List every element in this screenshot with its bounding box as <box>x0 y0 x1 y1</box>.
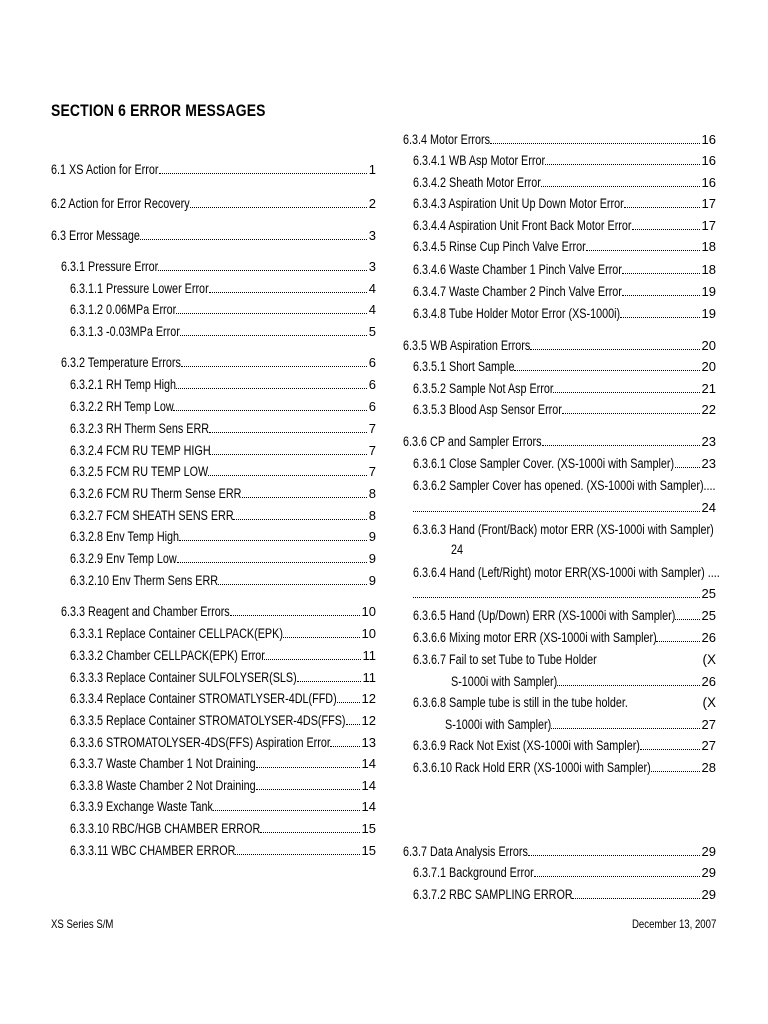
toc-entry[interactable] <box>70 754 376 774</box>
toc-entry-label: 6.3.4.1 WB Asp Motor Error <box>413 153 546 168</box>
toc-entry-page: 14 <box>361 799 376 814</box>
dot-leader <box>242 496 367 498</box>
toc-entry-page: 14 <box>361 756 376 771</box>
dot-leader <box>346 723 360 725</box>
toc-entry-label: 6.3.3.6 STROMATOLYSER-4DS(FFS) Aspiration Error <box>70 735 331 750</box>
footer-left: XS Series S/M <box>51 917 114 931</box>
toc-entry-page: 18 <box>701 239 716 254</box>
toc-entry-page: 4 <box>368 281 376 296</box>
toc-entry-label: 6.3.6.3 Hand (Front/Back) motor ERR (XS-1000i with Sampler) <box>413 522 714 537</box>
toc-entry[interactable] <box>61 257 376 277</box>
toc-entry-label: 6.3.6.1 Close Sampler Cover. (XS-1000i with Sampler) <box>413 456 675 471</box>
toc-entry[interactable] <box>413 304 716 324</box>
toc-entry-page: 14 <box>361 778 376 793</box>
toc-entry[interactable] <box>413 282 716 302</box>
dot-leader <box>572 897 699 899</box>
dot-leader <box>235 853 359 855</box>
toc-entry-label: 6.3.1 Pressure Error <box>61 259 159 274</box>
toc-entry-continuation-mark: (X <box>702 652 716 667</box>
toc-entry-text[interactable] <box>413 520 768 540</box>
toc-entry-label: 6.3.6.5 Hand (Up/Down) ERR (XS-1000i with Sampler) <box>413 608 676 623</box>
dot-leader <box>264 658 360 660</box>
toc-entry-label: 6.3.6 CP and Sampler Errors <box>403 434 542 449</box>
dot-leader <box>514 369 699 371</box>
toc-entry[interactable] <box>61 602 376 622</box>
toc-entry[interactable] <box>403 842 716 862</box>
dot-leader <box>562 412 700 414</box>
toc-entry-page: 29 <box>701 887 716 902</box>
toc-entry-page: 2 <box>368 196 376 211</box>
toc-entry-label: 6.3.7 Data Analysis Errors <box>403 844 528 859</box>
toc-entry-label: 6.3.4.6 Waste Chamber 1 Pinch Valve Error <box>413 262 622 277</box>
toc-entry[interactable] <box>413 628 716 648</box>
toc-entry-label: 6.3.2.4 FCM RU TEMP HIGH <box>70 443 211 458</box>
toc-entry-page: 10 <box>361 626 376 641</box>
toc-entry-page: 7 <box>368 421 376 436</box>
toc-entry-page: 18 <box>701 262 716 277</box>
toc-entry[interactable] <box>70 646 376 666</box>
dot-leader <box>283 636 359 638</box>
toc-entry-text[interactable] <box>451 540 466 560</box>
toc-entry[interactable] <box>70 484 376 504</box>
toc-entry-label: 6.3.2.3 RH Therm Sens ERR <box>70 421 210 436</box>
toc-entry[interactable] <box>413 400 716 420</box>
dot-leader <box>557 684 699 686</box>
toc-entry-page: 13 <box>361 735 376 750</box>
toc-entry-label: 6.3.2.7 FCM SHEATH SENS ERR <box>70 508 234 523</box>
dot-leader <box>632 228 700 230</box>
toc-entry[interactable] <box>413 736 716 756</box>
toc-entry-label: 6.3.4.4 Aspiration Unit Front Back Motor Error <box>413 218 632 233</box>
toc-entry[interactable] <box>70 797 376 817</box>
toc-entry[interactable] <box>70 419 376 439</box>
dot-leader <box>675 466 700 468</box>
section-title: SECTION 6 ERROR MESSAGES <box>51 101 266 120</box>
toc-entry-page: 16 <box>701 175 716 190</box>
toc-entry-page: 6 <box>368 355 376 370</box>
dot-leader <box>218 583 367 585</box>
toc-entry-label: 6.3.2 Temperature Errors <box>61 355 181 370</box>
toc-entry[interactable] <box>413 885 716 905</box>
toc-entry-page: 16 <box>701 153 716 168</box>
dot-leader <box>534 875 700 877</box>
toc-entry-page: 29 <box>701 844 716 859</box>
dot-leader <box>541 185 700 187</box>
dot-leader <box>413 510 700 512</box>
dot-leader <box>542 444 700 446</box>
toc-entry-page: 29 <box>701 865 716 880</box>
toc-entry[interactable] <box>70 397 376 417</box>
dot-leader <box>330 745 359 747</box>
toc-entry-label: 6.3.3.7 Waste Chamber 1 Not Draining <box>70 756 256 771</box>
dot-leader <box>180 334 367 336</box>
toc-entry-label: 6.3.6.4 Hand (Left/Right) motor ERR(XS-1000i with Sampler) .... <box>413 565 720 580</box>
dot-leader <box>213 809 360 811</box>
toc-entry-label: 6.3.3.11 WBC CHAMBER ERROR <box>70 843 236 858</box>
toc-entry-page: 9 <box>368 551 376 566</box>
toc-entry-label: 6.3.3.8 Waste Chamber 2 Not Draining <box>70 778 256 793</box>
toc-entry[interactable] <box>413 237 716 257</box>
toc-entry-page: 6 <box>368 377 376 392</box>
toc-entry-page: 3 <box>368 228 376 243</box>
toc-entry-label: S-1000i with Sampler) <box>445 717 552 732</box>
dot-leader <box>159 172 367 174</box>
toc-entry-label: 24 <box>451 542 464 557</box>
toc-entry-label: 6.3.3 Reagent and Chamber Errors <box>61 604 230 619</box>
toc-entry[interactable] <box>70 689 376 709</box>
toc-entry-text[interactable] <box>413 563 768 583</box>
toc-entry-label: 6.3.2.9 Env Temp Low <box>70 551 177 566</box>
toc-entry-label: 6.1 XS Action for Error <box>51 162 159 177</box>
dot-leader <box>209 431 367 433</box>
toc-entry-label: 6.3.6.7 Fail to set Tube to Tube Holder <box>413 652 597 667</box>
toc-entry[interactable] <box>70 624 376 644</box>
toc-entry-page: 17 <box>701 218 716 233</box>
toc-entry-page: 9 <box>368 529 376 544</box>
toc-entry-label: 6.3.2.6 FCM RU Therm Sense ERR <box>70 486 242 501</box>
toc-entry-label: 6.3.2.8 Env Temp High <box>70 529 180 544</box>
toc-entry-page: 19 <box>701 284 716 299</box>
toc-entry-label: 6.3.2.2 RH Temp Low <box>70 399 174 414</box>
toc-entry[interactable] <box>403 432 716 452</box>
toc-entry-label: 6.3.3.2 Chamber CELLPACK(EPK) Error <box>70 648 265 663</box>
toc-entry-label: 6.3.4.2 Sheath Motor Error <box>413 175 541 190</box>
toc-entry[interactable] <box>403 130 716 150</box>
toc-entry[interactable] <box>413 454 716 474</box>
toc-entry[interactable] <box>51 160 376 180</box>
toc-entry-page: 5 <box>368 324 376 339</box>
toc-entry[interactable] <box>445 715 716 735</box>
toc-entry-page: 12 <box>361 691 376 706</box>
toc-entry-label: 6.3.3.9 Exchange Waste Tank <box>70 799 213 814</box>
toc-entry-label: 6.3.6.6 Mixing motor ERR (XS-1000i with Sampler) <box>413 630 657 645</box>
toc-entry-label: 6.3.2.10 Env Therm Sens ERR <box>70 573 219 588</box>
dot-leader <box>622 294 700 296</box>
toc-entry[interactable] <box>70 819 376 839</box>
dot-leader <box>260 831 359 833</box>
dot-leader <box>413 596 700 598</box>
dot-leader <box>256 766 360 768</box>
toc-entry-text[interactable] <box>413 476 768 496</box>
toc-entry[interactable] <box>413 357 716 377</box>
toc-entry[interactable] <box>413 606 716 626</box>
dot-leader <box>181 365 367 367</box>
dot-leader <box>586 249 700 251</box>
toc-entry-page: 12 <box>361 713 376 728</box>
toc-entry-label: 6.3.2.1 RH Temp High <box>70 377 177 392</box>
toc-entry-page: 6 <box>368 399 376 414</box>
toc-entry-page: 22 <box>701 402 716 417</box>
toc-entry-label: 6.3.6.8 Sample tube is still in the tube holder. <box>413 695 628 710</box>
toc-entry-page: 27 <box>701 738 716 753</box>
toc-entry-label: 6.3.3.5 Replace Container STROMATOLYSER-4DS(FFS) <box>70 713 346 728</box>
toc-entry-label: 6.3.2.5 FCM RU TEMP LOW <box>70 464 209 479</box>
toc-entry[interactable] <box>70 441 376 461</box>
toc-entry-page: 17 <box>701 196 716 211</box>
dot-leader <box>173 409 367 411</box>
toc-entry-page: 25 <box>701 586 716 601</box>
toc-entry[interactable] <box>51 194 376 214</box>
toc-entry-label: 6.3.5.3 Blood Asp Sensor Error <box>413 402 562 417</box>
toc-entry[interactable] <box>70 506 376 526</box>
toc-entry-label: 6.3 Error Message <box>51 228 140 243</box>
toc-entry-label: 6.3.3.1 Replace Container CELLPACK(EPK) <box>70 626 283 641</box>
toc-entry-label: 6.3.1.2 0.06MPa Error <box>70 302 177 317</box>
toc-entry-page: 8 <box>368 486 376 501</box>
toc-entry[interactable] <box>413 758 716 778</box>
toc-entry-page: 20 <box>701 338 716 353</box>
dot-leader <box>210 453 366 455</box>
dot-leader <box>530 348 699 350</box>
toc-entry-continuation-mark: (X <box>702 695 716 710</box>
toc-entry-page: 21 <box>701 381 716 396</box>
toc-entry-label: 6.3.4.7 Waste Chamber 2 Pinch Valve Error <box>413 284 622 299</box>
footer-right: December 13, 2007 <box>632 917 717 931</box>
toc-entry[interactable] <box>70 841 376 861</box>
toc-entry-page: 11 <box>362 670 376 685</box>
dot-leader <box>190 206 367 208</box>
toc-entry-page: 26 <box>701 674 716 689</box>
toc-entry[interactable] <box>51 226 376 246</box>
toc-entry-page: 7 <box>368 464 376 479</box>
toc-entry-label: S-1000i with Sampler) <box>451 674 558 689</box>
toc-entry-label: 6.3.1.1 Pressure Lower Error <box>70 281 209 296</box>
dot-leader <box>176 312 367 314</box>
toc-entry-page: 4 <box>368 302 376 317</box>
dot-leader <box>551 727 699 729</box>
dot-leader <box>233 518 367 520</box>
toc-entry-page: 3 <box>368 259 376 274</box>
toc-entry-page: 16 <box>701 132 716 147</box>
toc-entry-page: 1 <box>368 162 376 177</box>
toc-entry-label: 6.3.3.3 Replace Container SULFOLYSER(SLS) <box>70 670 297 685</box>
toc-entry[interactable] <box>413 151 716 171</box>
toc-entry-label: 6.3.1.3 -0.03MPa Error <box>70 324 180 339</box>
dot-leader <box>208 474 367 476</box>
dot-leader <box>158 269 367 271</box>
dot-leader <box>490 142 700 144</box>
dot-leader <box>553 391 699 393</box>
toc-entry[interactable] <box>70 549 376 569</box>
dot-leader <box>528 854 700 856</box>
toc-entry[interactable] <box>70 322 376 342</box>
toc-entry[interactable] <box>70 733 376 753</box>
toc-entry-page: 9 <box>368 573 376 588</box>
dot-leader <box>297 680 360 682</box>
toc-entry-label: 6.3.5.2 Sample Not Asp Error <box>413 381 554 396</box>
toc-entry[interactable] <box>70 776 376 796</box>
toc-entry-page: 15 <box>361 843 376 858</box>
toc-entry[interactable] <box>451 672 716 692</box>
toc-entry[interactable] <box>413 173 716 193</box>
toc-entry-page: 27 <box>701 717 716 732</box>
toc-entry-label: 6.3.5 WB Aspiration Errors <box>403 338 531 353</box>
dot-leader <box>675 618 699 620</box>
toc-entry[interactable] <box>70 300 376 320</box>
toc-entry-page: 8 <box>368 508 376 523</box>
toc-entry-label: 6.2 Action for Error Recovery <box>51 196 190 211</box>
toc-entry[interactable] <box>413 194 716 214</box>
dot-leader <box>651 770 700 772</box>
dot-leader <box>179 539 366 541</box>
toc-entry[interactable] <box>403 336 716 356</box>
toc-entry-page: 19 <box>701 306 716 321</box>
toc-entry-page: 24 <box>701 500 716 515</box>
toc-entry-label: 6.3.4.8 Tube Holder Motor Error (XS-1000i) <box>413 306 621 321</box>
toc-entry-label: 6.3.6.2 Sampler Cover has opened. (XS-1000i with Sampler).... <box>413 478 716 493</box>
dot-leader <box>640 748 700 750</box>
toc-entry[interactable] <box>413 379 716 399</box>
toc-entry-continuation[interactable] <box>413 498 716 518</box>
toc-entry-page: 23 <box>701 434 716 449</box>
toc-entry[interactable] <box>413 216 716 236</box>
toc-entry[interactable] <box>70 527 376 547</box>
toc-entry-label: 6.3.6.9 Rack Not Exist (XS-1000i with Sampler) <box>413 738 640 753</box>
toc-entry[interactable] <box>70 668 376 688</box>
toc-entry-text[interactable] <box>413 693 682 713</box>
toc-entry-label: 6.3.7.2 RBC SAMPLING ERROR <box>413 887 573 902</box>
dot-leader <box>256 788 360 790</box>
toc-entry-label: 6.3.4 Motor Errors <box>403 132 491 147</box>
dot-leader <box>140 238 367 240</box>
toc-entry-label: 6.3.5.1 Short Sample <box>413 359 515 374</box>
toc-entry[interactable] <box>70 375 376 395</box>
dot-leader <box>230 614 360 616</box>
toc-entry-page: 7 <box>368 443 376 458</box>
toc-entry-label: 6.3.3.10 RBC/HGB CHAMBER ERROR <box>70 821 261 836</box>
toc-entry-page: 25 <box>701 608 716 623</box>
toc-entry-label: 6.3.6.10 Rack Hold ERR (XS-1000i with Sampler) <box>413 760 651 775</box>
toc-entry[interactable] <box>413 260 716 280</box>
dot-leader <box>209 291 367 293</box>
toc-entry-page: 26 <box>701 630 716 645</box>
toc-entry[interactable] <box>61 353 376 373</box>
toc-entry-text[interactable] <box>413 650 643 670</box>
toc-entry[interactable] <box>70 279 376 299</box>
toc-entry[interactable] <box>70 462 376 482</box>
dot-leader <box>545 163 699 165</box>
toc-entry-label: 6.3.3.4 Replace Container STROMATLYSER-4DL(FFD) <box>70 691 337 706</box>
dot-leader <box>622 272 700 274</box>
toc-entry[interactable] <box>70 711 376 731</box>
toc-entry-continuation[interactable] <box>413 584 716 604</box>
dot-leader <box>337 701 359 703</box>
toc-entry-label: 6.3.4.3 Aspiration Unit Up Down Motor Error <box>413 196 624 211</box>
toc-entry[interactable] <box>413 863 716 883</box>
toc-entry-label: 6.3.4.5 Rinse Cup Pinch Valve Error <box>413 239 586 254</box>
toc-entry-page: 28 <box>701 760 716 775</box>
toc-entry-label: 6.3.7.1 Background Error <box>413 865 534 880</box>
dot-leader <box>620 316 700 318</box>
dot-leader <box>177 561 367 563</box>
dot-leader <box>176 387 367 389</box>
toc-entry-page: 20 <box>701 359 716 374</box>
toc-entry-page: 15 <box>361 821 376 836</box>
dot-leader <box>624 206 699 208</box>
toc-entry-page: 10 <box>361 604 376 619</box>
toc-entry-page: 23 <box>701 456 716 471</box>
dot-leader <box>656 640 699 642</box>
toc-entry-page: 11 <box>362 648 376 663</box>
toc-entry[interactable] <box>70 571 376 591</box>
